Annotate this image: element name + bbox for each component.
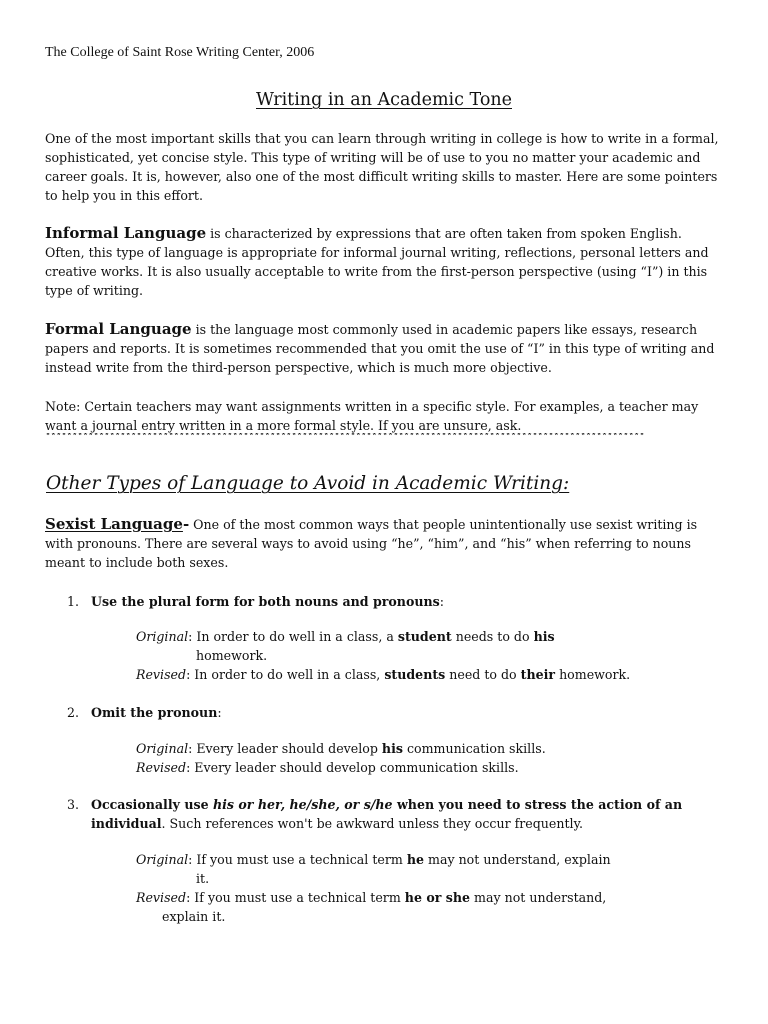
list-item [67,592,707,611]
example-emphasis: his [381,741,403,756]
example-emphasis: students [384,667,446,682]
example-text: need to do [445,667,521,682]
example-emphasis: he or she [404,890,471,905]
list-item [67,795,707,833]
original-label: Original [136,852,189,867]
formal-language-term: Formal Language [45,320,192,338]
original-label: Original [136,741,189,756]
example-text: needs to do [451,629,534,644]
list-item-number: 1. [67,594,80,609]
example-text: may not understand, [470,890,607,905]
example-emphasis: their [520,667,556,682]
example-text: communication skills. [402,741,546,756]
example-emphasis: his [533,629,555,644]
informal-language-term: Informal Language [45,224,207,242]
example-text: : In order to do well in a class, [186,667,385,682]
example-revised [136,665,656,684]
formal-language-text: is the language most commonly used in academic papers like essays, research papers and reports. It is sometimes recommended that you omit the use of “I” in this type of writing and instead write from the third-person perspective, which is much more objective. [45,322,715,375]
example-continuation: it. [196,871,210,886]
example-original [136,627,656,665]
example-text: may not understand, explain [424,852,611,867]
original-label: Original [136,629,189,644]
intro-paragraph: One of the most important skills that you can learn through writing in college is how to write in a formal, sophisticated, yet concise style. This type of writing will be of use to you no matter your academic and career goals. It is, however, also one of the most difficult writing skills to master. Here are some pointers to help you in this effort. [45,131,719,203]
formal-language-paragraph [45,320,725,377]
revised-label: Revised [136,760,187,775]
document-title-text: Writing in an Academic Tone [256,90,512,110]
list-item-title: Occasionally use [91,797,213,812]
example-text: : Every leader should develop communication skills. [186,760,519,775]
example-text: homework. [555,667,631,682]
list-item-title: Use the plural form for both nouns and pronouns [91,594,440,609]
example-emphasis: he [406,852,424,867]
list-item [67,703,707,722]
revised-label: Revised [136,890,187,905]
example-text: : In order to do well in a class, a [188,629,398,644]
list-item-description: . Such references won't be awkward unless they occur frequently. [161,816,584,831]
list-item-number: 2. [67,705,80,720]
list-item-title: when you need to stress the action of an individual [91,797,683,831]
source-line: The College of Saint Rose Writing Center, 2006 [45,45,315,60]
revised-label: Revised [136,667,187,682]
document-title [0,89,768,111]
sexist-language-paragraph [45,515,725,572]
list-item-number: 3. [67,797,80,812]
note-paragraph: Note: Certain teachers may want assignments written in a specific style. For examples, a teacher may want a journal entry written in a more formal style. If you are unsure, ask. [45,399,699,433]
example-continuation: explain it. [162,909,226,924]
example-revised [136,758,656,777]
section-heading [46,472,569,496]
asterisk-divider: **************************************************************************************************************** [45,433,645,443]
example-revised [136,888,656,926]
example-text: : Every leader should develop [188,741,382,756]
sexist-language-text: One of the most common ways that people unintentionally use sexist writing is with pronouns. There are several ways to avoid using “he”, “him”, and “his” when referring to nouns meant to include both sexes. [45,517,698,570]
example-original [136,850,656,888]
list-item-colon: : [217,705,222,720]
example-text: : If you must use a technical term [186,890,405,905]
sexist-language-dash: - [182,515,190,533]
sexist-language-term: Sexist Language [45,515,183,533]
informal-language-paragraph [45,224,725,300]
list-item-colon: : [439,594,445,609]
list-item-title: Omit the pronoun [91,705,218,720]
list-item-title-italic: his or her, he/she, or s/he [212,797,393,812]
section-heading-text: Other Types of Language to Avoid in Academic Writing: [46,473,570,494]
example-emphasis: student [397,629,452,644]
informal-language-text: is characterized by expressions that are often taken from spoken English. Often, this type of language is appropriate for informal journal writing, reflections, personal letters and creative works. It is also usually acceptable to write from the first-person perspective (using “I”) in this type of writing. [45,226,709,298]
example-continuation: homework. [196,648,268,663]
example-original [136,739,656,758]
example-text: : If you must use a technical term [188,852,407,867]
